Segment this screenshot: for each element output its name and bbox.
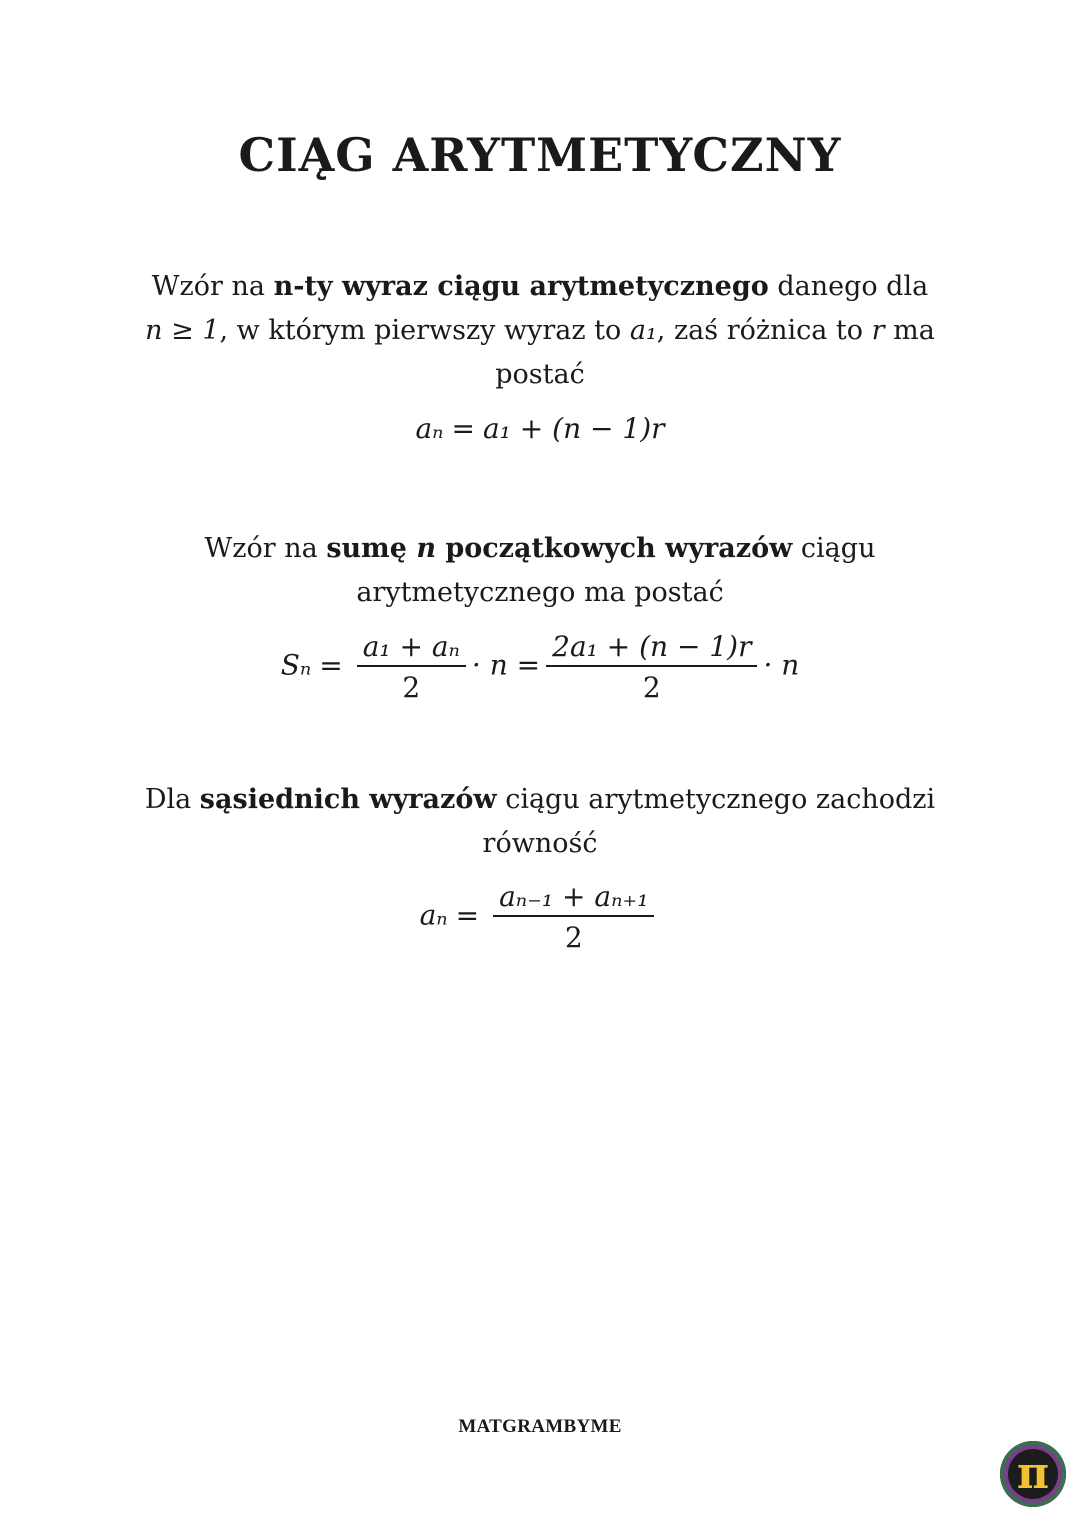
fraction-numerator: 2a₁ + (n − 1)r: [546, 630, 757, 667]
fraction-denominator: 2: [564, 921, 583, 954]
formula-lhs: aₙ: [415, 412, 444, 445]
bold-text: sąsiednich wyrazów: [199, 784, 497, 815]
formula-lhs: Sₙ: [280, 648, 312, 682]
sum-description: [130, 527, 950, 615]
math-inline: a₁: [629, 315, 657, 346]
bold-text: początkowych wyrazów: [435, 533, 793, 564]
fraction: [357, 630, 466, 704]
bold-text: sumę: [326, 533, 417, 564]
bold-math: n: [416, 533, 436, 564]
pi-logo-icon: [1000, 1441, 1066, 1507]
bold-text: n-ty wyraz ciągu arytmetycznego: [273, 271, 769, 302]
fraction: [546, 630, 757, 704]
formula-operator: · n: [763, 648, 800, 682]
formula-rhs: a₁ + (n − 1)r: [482, 412, 665, 445]
logo-symbol: π: [1016, 1448, 1050, 1499]
text: , w którym pierwszy wyraz to: [219, 315, 630, 346]
math-inline: r: [871, 315, 885, 346]
text: Dla: [144, 784, 200, 815]
text: ciągu arytmetycznego zachodzi równość: [482, 784, 936, 859]
formula-lhs: aₙ: [419, 898, 448, 932]
neighbor-description: [130, 778, 950, 866]
text: Wzór na: [204, 533, 327, 564]
text: danego dla: [768, 271, 929, 302]
text: ma postać: [495, 315, 935, 390]
fraction-numerator: a₁ + aₙ: [357, 630, 466, 667]
fraction-denominator: 2: [642, 671, 661, 704]
text: Wzór na: [151, 271, 274, 302]
fraction-numerator: aₙ₋₁ + aₙ₊₁: [493, 880, 654, 917]
formula-operator: · n =: [471, 648, 541, 682]
text: ciągu arytmetycznego ma postać: [356, 533, 876, 608]
nth-term-formula: aₙ = a₁ + (n − 1)r: [415, 412, 665, 445]
fraction-denominator: 2: [402, 671, 421, 704]
sum-formula: Sₙ = $\frac{\text{a₁ + aₙ}}{2}$ · n = $\frac{\text{2a₁ + (n − 1)r}}{2}$ · n: [280, 630, 800, 704]
math-inline: n ≥ 1: [145, 315, 220, 346]
text: , zaś różnica to: [656, 315, 872, 346]
fraction: [493, 880, 654, 954]
footer-brand: MATGRAMBYME: [458, 1416, 622, 1437]
neighbor-formula: aₙ = $\frac{\text{aₙ₋₁ + aₙ₊₁}}{2}$: [0, 880, 1080, 954]
nth-term-description: [130, 265, 950, 397]
page-title: CIĄG ARYTMETYCZNY: [238, 128, 842, 182]
